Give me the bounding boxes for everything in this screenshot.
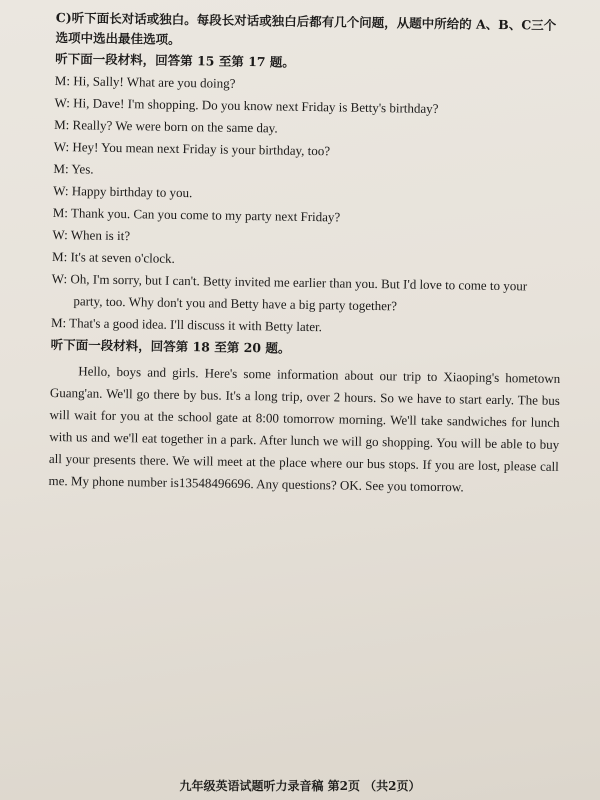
dialogue-line: M: Yes.: [53, 160, 94, 177]
material-2-heading: 听下面一段材料，回答第 18 至第 20 题。: [50, 336, 291, 356]
dialogue-line: M: Hi, Sally! What are you doing?: [54, 72, 236, 91]
dialogue-line: W: Hey! You mean next Friday is your birthday, too?: [53, 138, 331, 159]
dialogue-line: M: It's at seven o'clock.: [51, 248, 175, 266]
dialogue-line-continued: party, too. Why don't you and Betty have a big party together?: [73, 293, 398, 314]
dialogue-line: M: That's a good idea. I'll discuss it with Betty later.: [50, 314, 323, 335]
dialogue-line: W: Happy birthday to you.: [53, 182, 193, 201]
page-content: [48, 8, 566, 500]
dialogue-line: M: Really? We were born on the same day.: [54, 116, 278, 136]
dialogue-line: W: Oh, I'm sorry, but I can't. Betty invited me earlier than you. But I'd love to come to your: [51, 270, 528, 294]
dialogue-line: W: When is it?: [52, 226, 131, 244]
monologue-paragraph: Hello, boys and girls. Here's some information about our trip to Xiaoping's hometown Guang'an. We'll go there by bus. It's a long trip, over 2 hours. So we have to start early. The bus will wait for you at the school gate at 8:00 tomorrow morning. We'll take sandwiches for lunch with us and we'll eat together in a park. After lunch we will go shopping. You will be able to buy all your presents there. We will meet at the place where our bus stops. If you are lost, please call me. My phone number is13548496696. Any questions? OK. See you tomorrow.: [48, 363, 561, 495]
dialogue-line: W: Hi, Dave! I'm shopping. Do you know next Friday is Betty's birthday?: [54, 94, 439, 117]
section-c-instruction: C)听下面长对话或独白。每段长对话或独白后都有几个问题，从题中所给的 A、B、C三个选项中选出最佳选项。: [55, 9, 557, 47]
material-1-heading: 听下面一段材料，回答第 15 至第 17 题。: [55, 50, 295, 70]
dialogue-line: M: Thank you. Can you come to my party next Friday?: [52, 204, 341, 225]
page-footer: 九年级英语试题听力录音稿 第2页 （共2页）: [179, 779, 421, 793]
